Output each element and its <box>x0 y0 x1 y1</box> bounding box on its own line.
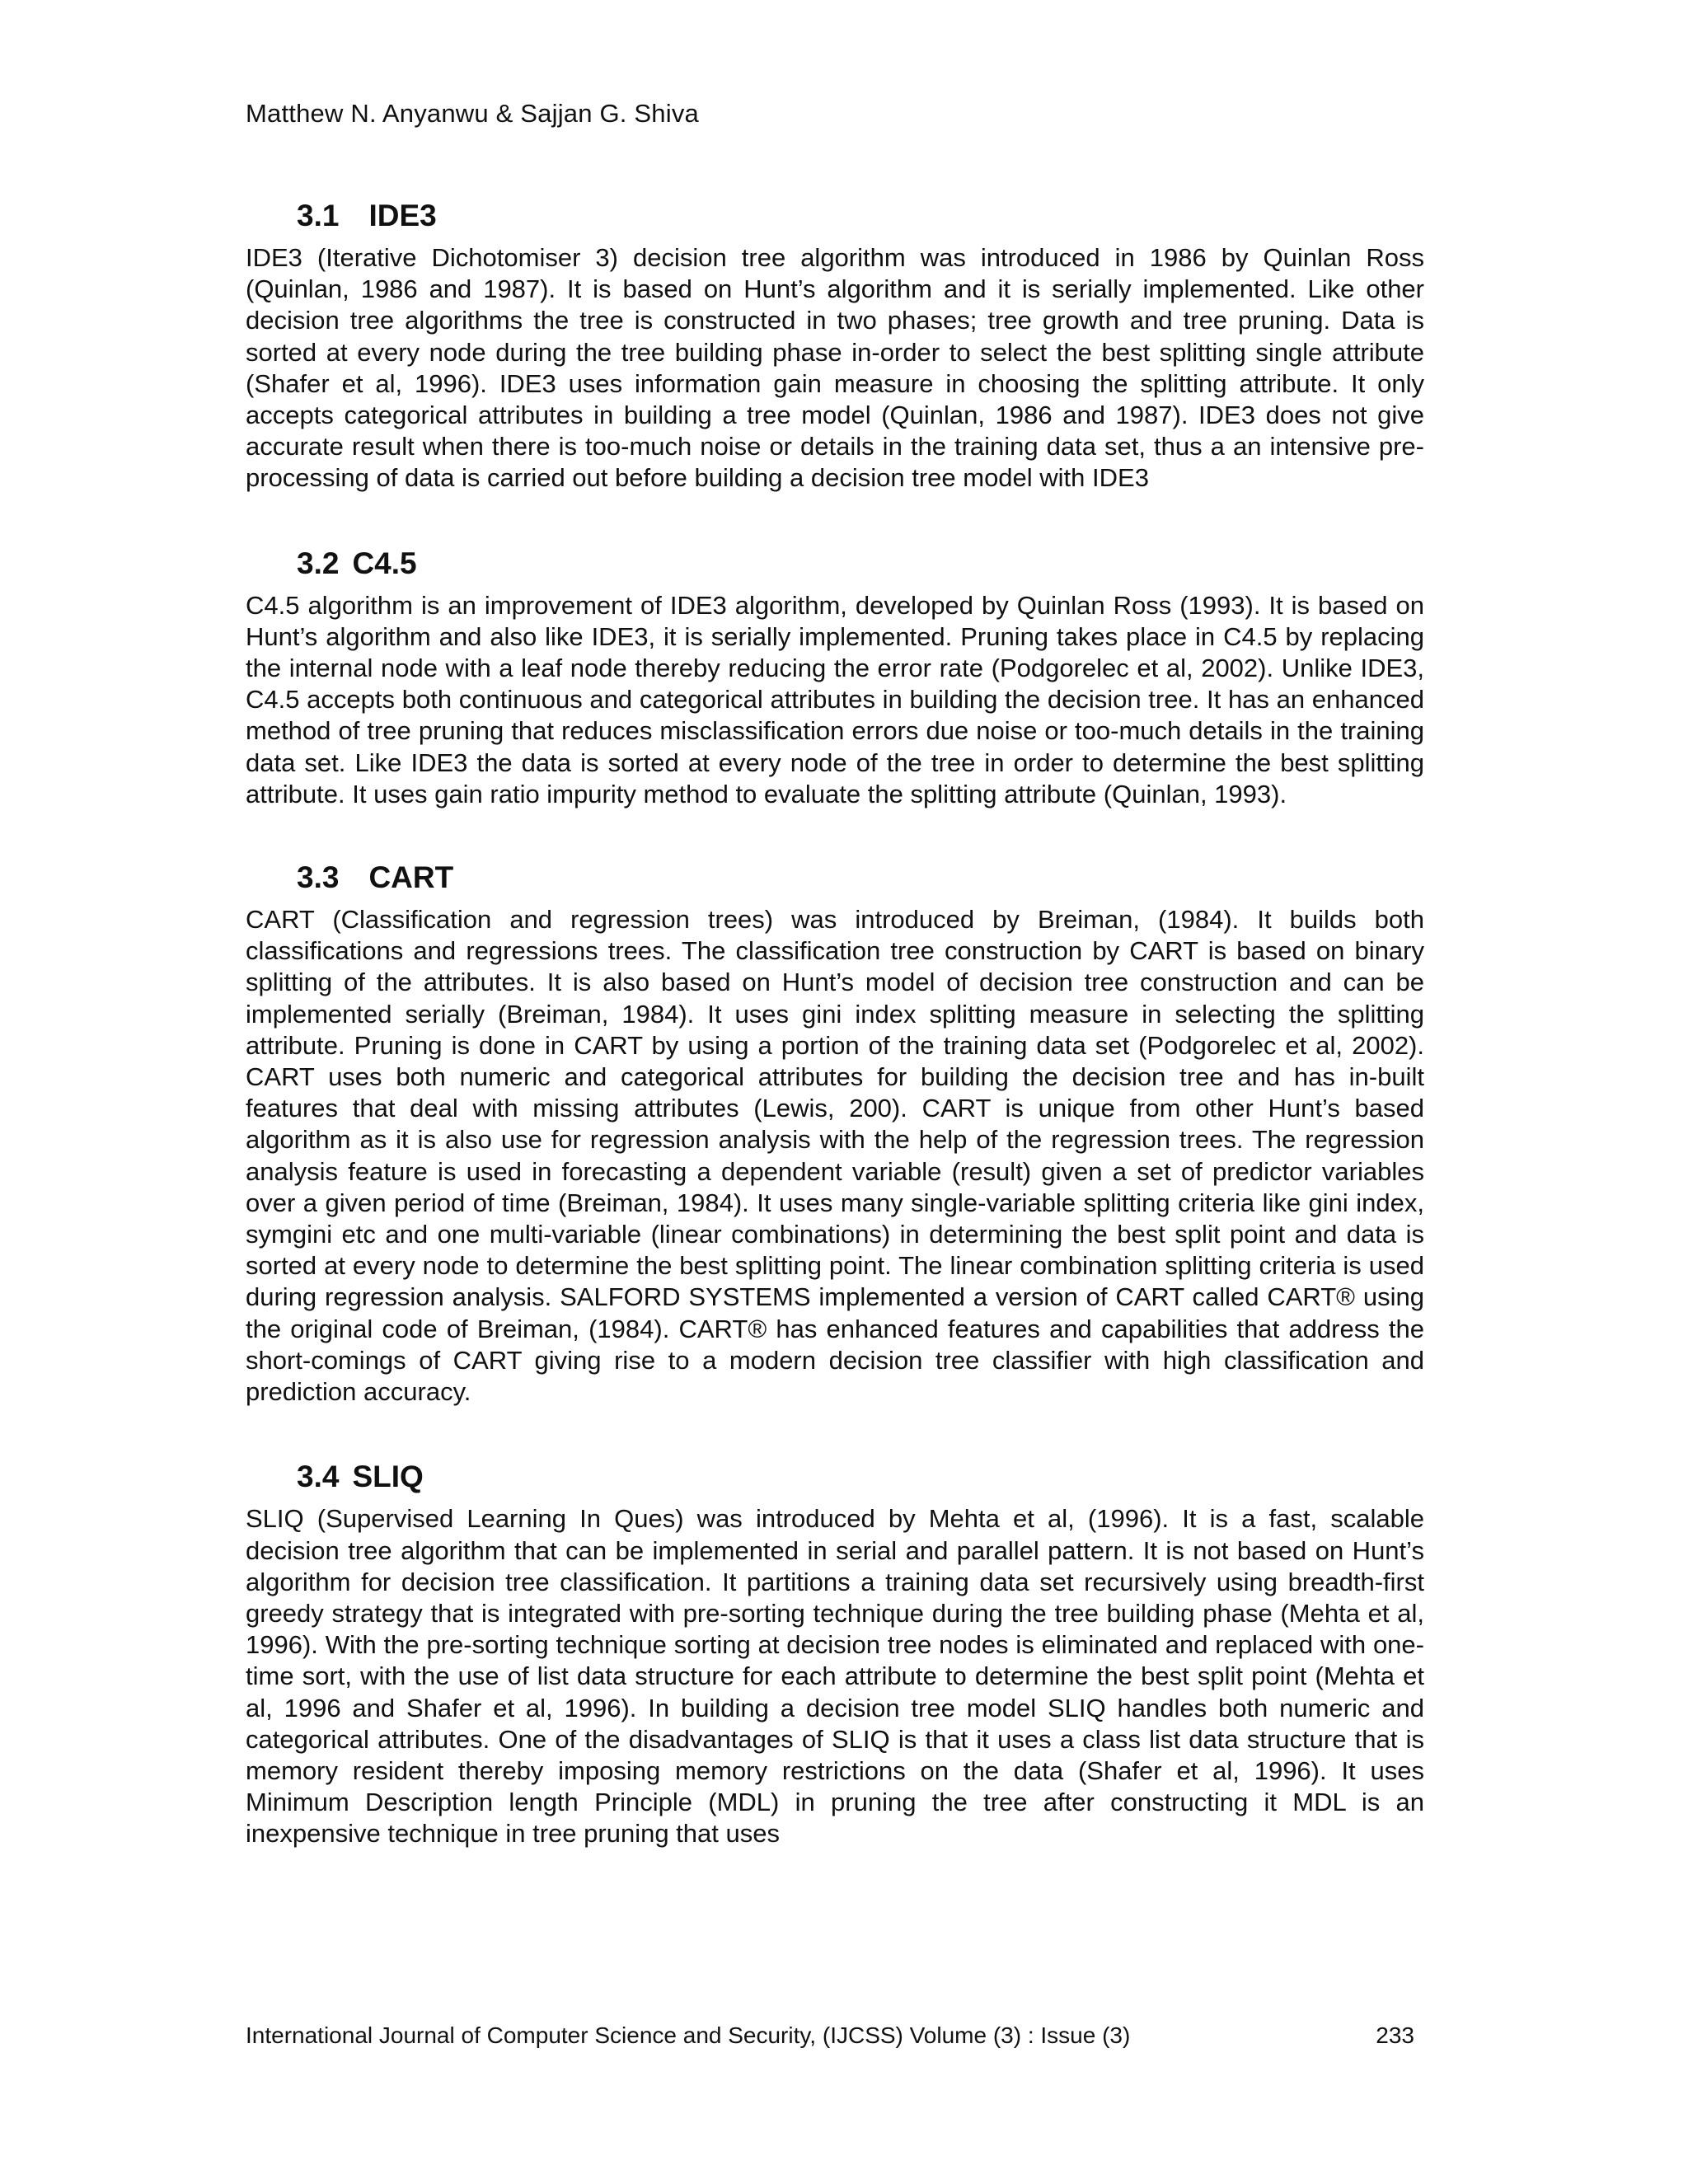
section-heading <box>246 1457 1424 1497</box>
section-heading <box>246 544 1424 583</box>
section-spacer <box>246 1408 1424 1457</box>
section-number: 3.1 <box>297 199 340 232</box>
section-title: CART <box>368 860 454 895</box>
section-paragraph: C4.5 algorithm is an improvement of IDE3 algorithm, developed by Quinlan Ross (1993). It is based on Hunt’s algorithm and also like IDE3, it is serially implemented. Pruning takes place in C4.5 by replacing the internal node with a leaf node thereby reducing the error rate (Podgorelec et al, 2002). Unlike IDE3, C4.5 accepts both continuous and categorical attributes in building the decision tree. It has an enhanced method of tree pruning that reduces misclassification errors due noise or too-much details in the training data set. Like IDE3 the data is sorted at every node of the tree in order to determine the best splitting attribute. It uses gain ratio impurity method to evaluate the splitting attribute (Quinlan, 1993). <box>246 590 1424 808</box>
section-title: C4.5 <box>352 546 417 580</box>
section-title: SLIQ <box>352 1460 424 1494</box>
section-paragraph: CART (Classification and regression trees) was introduced by Breiman, (1984). It builds both classifications and regressions trees. The classification tree construction by CART is based on binary splitting of the attributes. It is also based on Hunt’s model of decision tree construction and can be implemented serially (Breiman, 1984). It uses gini index splitting measure in selecting the splitting attribute. Pruning is done in CART by using a portion of the training data set (Podgorelec et al, 2002). CART uses both numeric and categorical attributes for building the decision tree and has in-built features that deal with missing attributes (Lewis, 200). CART is unique from other Hunt’s based algorithm as it is also use for regression analysis with the help of the regression trees. The regression analysis feature is used in forecasting a dependent variable (result) given a set of predictor variables over a given period of time (Breiman, 1984). It uses many single-variable splitting criteria like gini index, symgini etc and one multi-variable (linear combinations) in determining the best split point and data is sorted at every node to determine the best splitting point. The linear combination splitting criteria is used during regression analysis. SALFORD SYSTEMS implemented a version of CART called CART® using the original code of Breiman, (1984). CART® has enhanced features and capabilities that address the short-comings of CART giving rise to a modern decision tree classifier with high classification and prediction accuracy. <box>246 905 1424 1407</box>
section-paragraph: SLIQ (Supervised Learning In Ques) was introduced by Mehta et al, (1996). It is a fast, scalable decision tree algorithm that can be implemented in serial and parallel pattern. It is not based on Hunt’s algorithm for decision tree classification. It partitions a training data set recursively using breadth-first greedy strategy that is integrated with pre-sorting technique during the tree building phase (Mehta et al, 1996). With the pre-sorting technique sorting at decision tree nodes is eliminated and replaced with one-time sort, with the use of list data structure for each attribute to determine the best split point (Mehta et al, 1996 and Shafer et al, 1996). In building a decision tree model SLIQ handles both numeric and categorical attributes. One of the disadvantages of SLIQ is that it uses a class list data structure that is memory resident thereby imposing memory restrictions on the data (Shafer et al, 1996). It uses Minimum Description length Principle (MDL) in pruning the tree after constructing it MDL is an inexpensive technique in tree pruning that uses <box>246 1504 1424 1849</box>
section-heading <box>246 858 1424 898</box>
section-cart <box>246 858 1424 1408</box>
section-paragraph: IDE3 (Iterative Dichotomiser 3) decision tree algorithm was introduced in 1986 by Quinlan Ross (Quinlan, 1986 and 1987). It is based on Hunt’s algorithm and it is serially implemented. Like other decision tree algorithms the tree is constructed in two phases; tree growth and tree pruning. Data is sorted at every node during the tree building phase in-order to select the best splitting single attribute (Shafer et al, 1996). IDE3 uses information gain measure in choosing the splitting attribute. It only accepts categorical attributes in building a tree model (Quinlan, 1986 and 1987). IDE3 does not give accurate result when there is too-much noise or details in the training data set, thus a an intensive pre-processing of data is carried out before building a decision tree model with IDE3 <box>246 243 1424 493</box>
section-number: 3.4 <box>297 1460 340 1494</box>
running-head-authors: Matthew N. Anyanwu & Sajjan G. Shiva <box>246 99 699 128</box>
section-ide3 <box>246 196 1424 494</box>
section-spacer <box>246 494 1424 544</box>
section-sliq <box>246 1457 1424 1849</box>
section-number: 3.2 <box>297 546 340 580</box>
footer-journal-citation: International Journal of Computer Science and Security, (IJCSS) Volume (3) : Issue (3) <box>246 2022 1131 2048</box>
section-title: IDE3 <box>368 199 437 232</box>
section-heading <box>246 196 1424 236</box>
section-spacer <box>246 810 1424 858</box>
page-number: 233 <box>1376 2022 1414 2048</box>
section-c45 <box>246 544 1424 810</box>
section-number: 3.3 <box>297 860 340 895</box>
main-content <box>246 196 1424 1850</box>
